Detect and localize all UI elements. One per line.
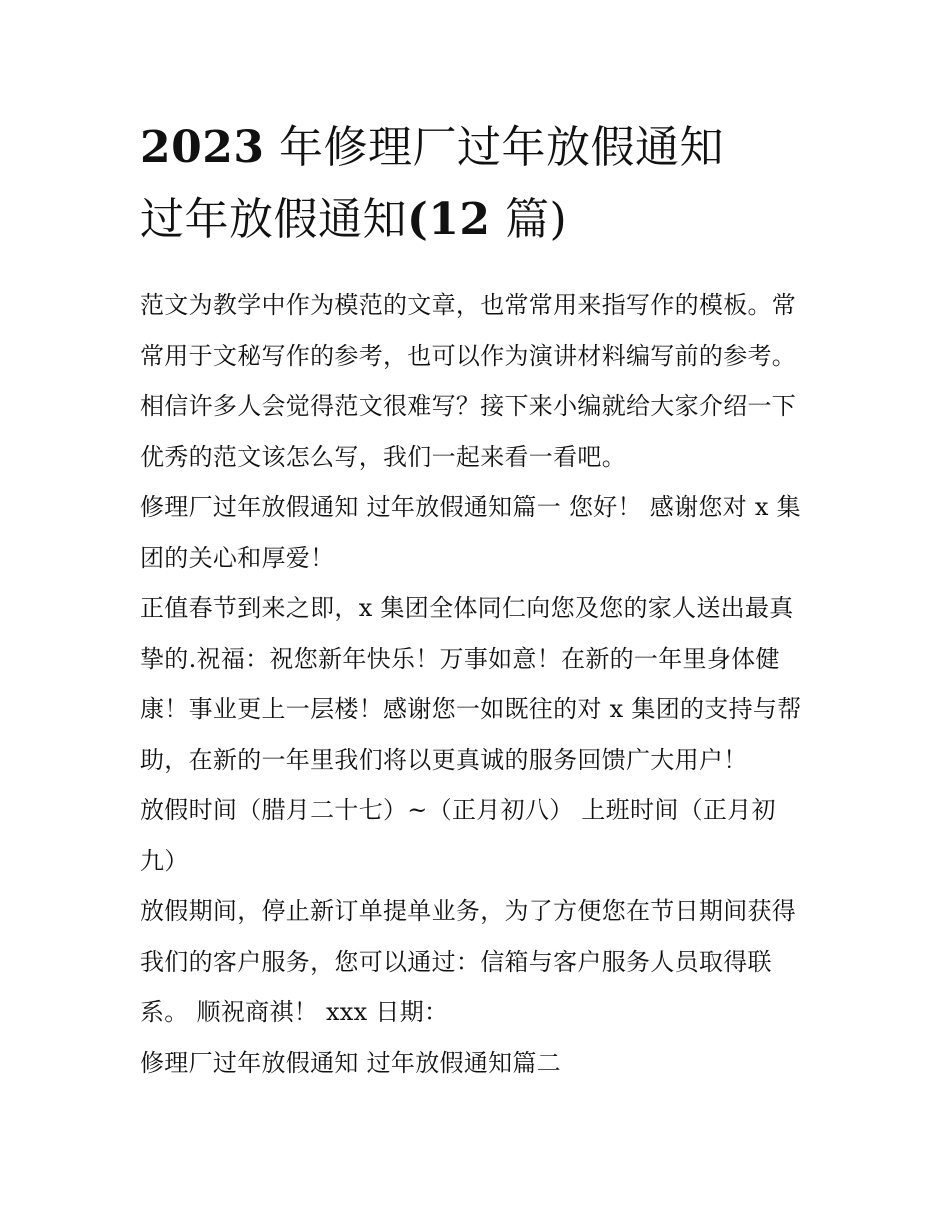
title-line-2-end: 篇) xyxy=(505,194,568,245)
title-line-2 xyxy=(140,184,812,256)
title-year: 2023 xyxy=(140,122,265,173)
text-line: 我们的客户服务，您可以通过：信箱与客户服务人员取得联 xyxy=(140,947,772,976)
text-line: 系。 顺祝商祺！ xxx 日期： xyxy=(140,998,449,1026)
paragraph-service xyxy=(140,886,812,1038)
text-line: 正值春节到来之即，x 集团全体同仁向您及您的家人送出最真 xyxy=(140,594,794,622)
title-line-1-text: 年修理厂过年放假通知 xyxy=(278,122,724,173)
paragraph-section-two-heading xyxy=(140,1038,812,1089)
text-line: 常用于文秘写作的参考，也可以作为演讲材料编写前的参考。 xyxy=(140,341,797,370)
paragraph-schedule xyxy=(140,785,812,886)
text-line: 修理厂过年放假通知 过年放假通知篇二 xyxy=(140,1048,562,1077)
text-line: 九） xyxy=(140,846,189,875)
text-line: 康！事业更上一层楼！感谢您一如既往的对 x 集团的支持与帮 xyxy=(140,695,802,723)
title-line-1 xyxy=(140,112,812,184)
paragraph-blessing xyxy=(140,583,812,785)
text-line: 助，在新的一年里我们将以更真诚的服务回馈广大用户！ xyxy=(140,745,748,774)
document-content xyxy=(140,112,812,1088)
paragraph-greeting xyxy=(140,482,812,583)
text-line: 挚的.祝福：祝您新年快乐！万事如意！在新的一年里身体健 xyxy=(140,644,780,673)
text-line: 放假期间，停止新订单提单业务，为了方便您在节日期间获得 xyxy=(140,897,797,925)
text-line: 团的关心和厚爱！ xyxy=(140,543,335,572)
text-line: 放假时间（腊月二十七）~（正月初八） 上班时间（正月初 xyxy=(140,796,776,824)
text-line: 修理厂过年放假通知 过年放假通知篇一 您好！ 感谢您对 x 集 xyxy=(140,493,801,521)
document-body xyxy=(140,280,812,1088)
paragraph-intro xyxy=(140,280,812,482)
text-line: 优秀的范文该怎么写，我们一起来看一看吧。 xyxy=(140,442,626,471)
text-line: 相信许多人会觉得范文很难写？接下来小编就给大家介绍一下 xyxy=(140,392,797,420)
text-line: 范文为教学中作为模范的文章，也常常用来指写作的模板。常 xyxy=(140,291,797,319)
document-title xyxy=(140,112,812,256)
title-count: (12 xyxy=(407,194,491,245)
title-line-2-text: 过年放假通知 xyxy=(140,194,407,245)
